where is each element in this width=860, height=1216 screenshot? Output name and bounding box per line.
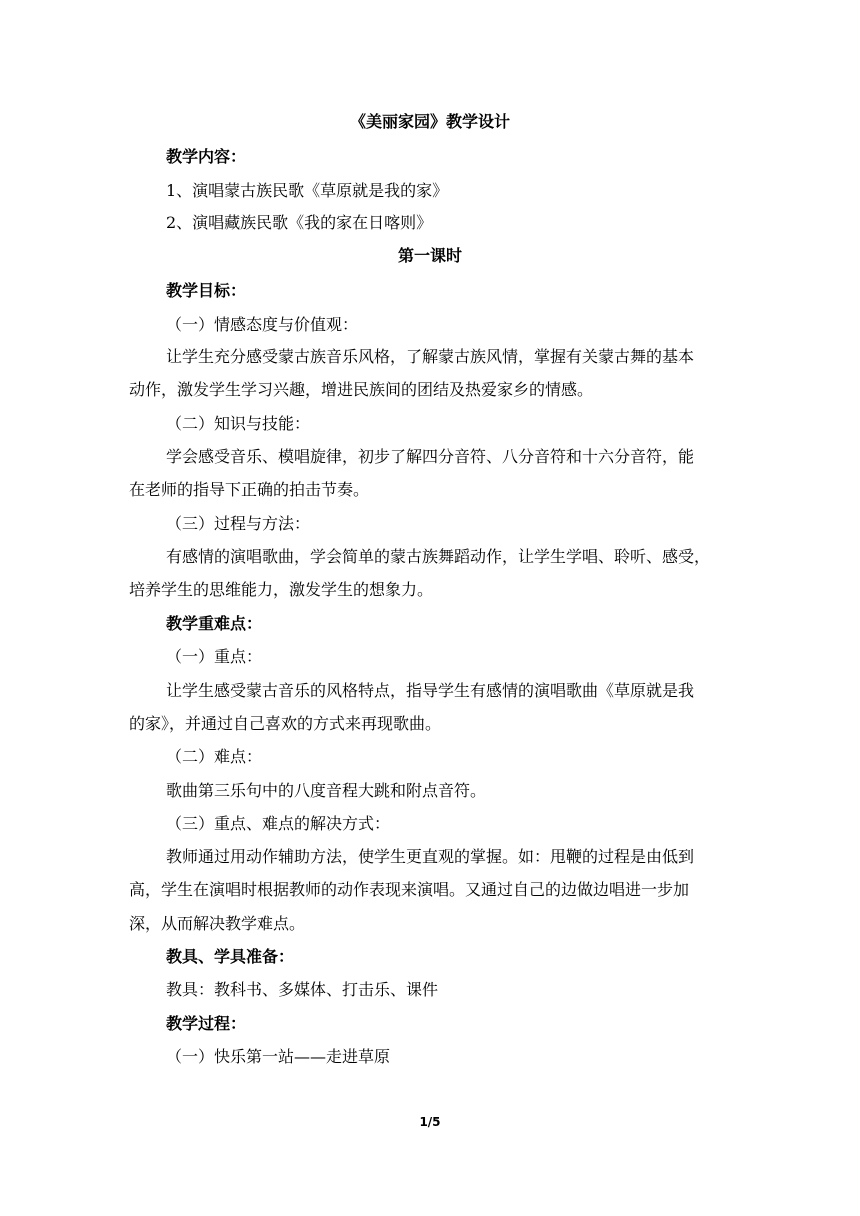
key-point-subheading: （三）重点、难点的解决方式： — [166, 814, 391, 833]
process-step: （一）快乐第一站——走进草原 — [166, 1047, 391, 1066]
objective-text-line: 让学生充分感受蒙古族音乐风格，了解蒙古族风情，掌握有关蒙古舞的基本 — [166, 347, 695, 366]
process-heading: 教学过程： — [166, 1014, 247, 1033]
key-point-subheading: （一）重点： — [166, 647, 263, 666]
objective-subheading: （一）情感态度与价值观： — [166, 315, 359, 334]
key-point-text-line: 歌曲第三乐句中的八度音程大跳和附点音符。 — [166, 781, 487, 800]
key-points-heading: 教学重难点： — [166, 614, 263, 633]
objective-text-line: 培养学生的思维能力，激发学生的想象力。 — [129, 580, 434, 599]
lesson-title: 第一课时 — [397, 246, 462, 265]
objective-text-line: 学会感受音乐、模唱旋律，初步了解四分音符、八分音符和十六分音符，能 — [166, 447, 695, 466]
objectives-heading: 教学目标： — [166, 281, 247, 300]
key-point-text-line: 教师通过用动作辅助方法，使学生更直观的掌握。如：甩鞭的过程是由低到 — [166, 847, 695, 866]
document-title: 《美丽家园》教学设计 — [349, 112, 510, 131]
objective-text-line: 在老师的指导下正确的拍击节奏。 — [129, 480, 370, 499]
content-item: 2、演唱藏族民歌《我的家在日喀则》 — [166, 213, 433, 232]
objective-text-line: 动作，激发学生学习兴趣，增进民族间的团结及热爱家乡的情感。 — [129, 380, 594, 399]
key-point-text-line: 深，从而解决教学难点。 — [129, 914, 306, 933]
key-point-subheading: （二）难点： — [166, 747, 263, 766]
objective-text-line: 有感情的演唱歌曲，学会简单的蒙古族舞蹈动作，让学生学唱、聆听、感受， — [166, 547, 711, 566]
content-item: 1、演唱蒙古族民歌《草原就是我的家》 — [166, 181, 449, 200]
materials-text: 教具：教科书、多媒体、打击乐、课件 — [166, 980, 439, 999]
key-point-text-line: 高，学生在演唱时根据教师的动作表现来演唱。又通过自己的边做边唱进一步加 — [129, 880, 690, 899]
page-number: 1/5 — [419, 1115, 441, 1129]
materials-heading: 教具、学具准备： — [166, 947, 295, 966]
content-heading: 教学内容： — [166, 147, 247, 166]
key-point-text-line: 的家》，并通过自己喜欢的方式来再现歌曲。 — [129, 714, 442, 733]
objective-subheading: （三）过程与方法： — [166, 514, 311, 533]
key-point-text-line: 让学生感受蒙古音乐的风格特点，指导学生有感情的演唱歌曲《草原就是我 — [166, 681, 695, 700]
objective-subheading: （二）知识与技能： — [166, 414, 311, 433]
